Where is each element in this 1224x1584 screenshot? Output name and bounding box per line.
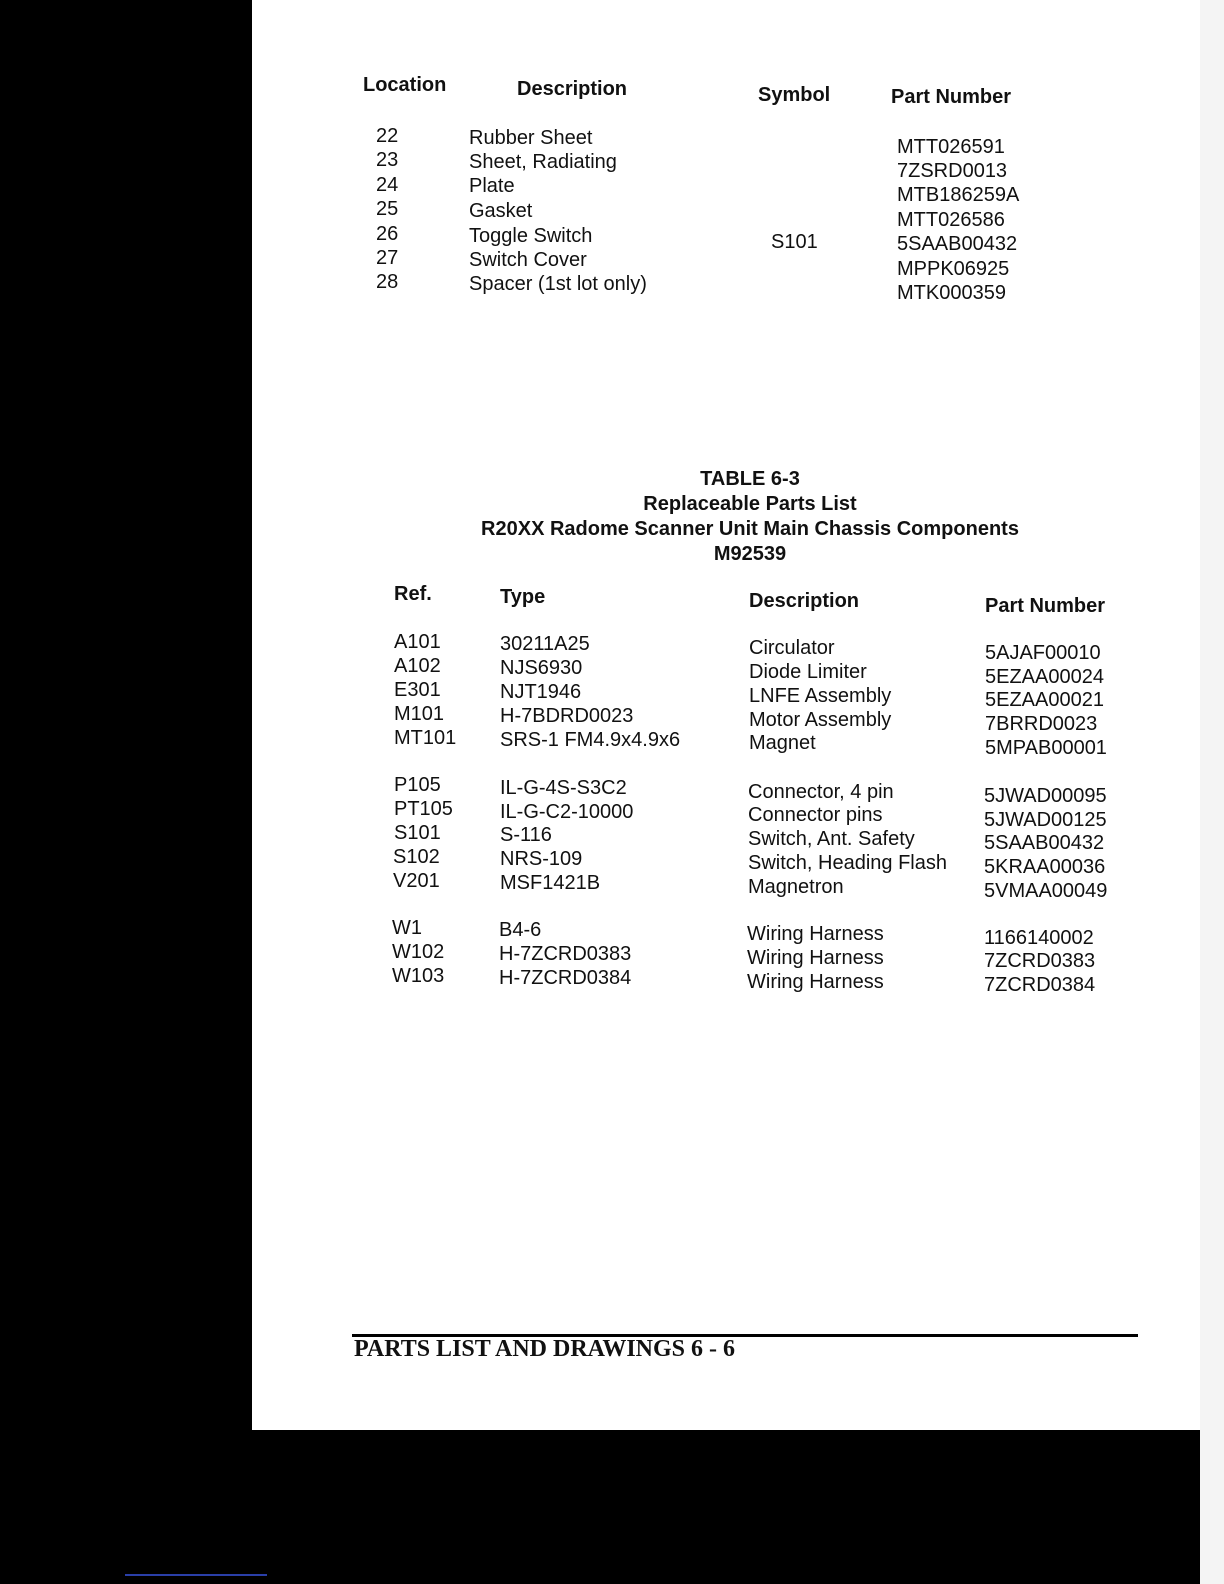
type-cell: IL-G-4S-S3C2: [500, 777, 627, 799]
header-part-number: Part Number: [891, 86, 1012, 108]
type-cell: H-7BDRD0023: [500, 705, 634, 727]
description-cell: Diode Limiter: [749, 661, 867, 683]
header-part-number: Part Number: [985, 595, 1106, 617]
header-description: Description: [517, 78, 628, 100]
description-cell: Toggle Switch: [469, 225, 593, 247]
ref-cell: A101: [394, 631, 441, 653]
header-description: Description: [749, 590, 860, 612]
ref-cell: A102: [394, 655, 441, 677]
type-cell: NJT1946: [500, 681, 582, 703]
description-cell: Connector pins: [748, 804, 883, 826]
page-footer: PARTS LIST AND DRAWINGS 6 - 6: [354, 1336, 736, 1362]
type-cell: B4-6: [499, 919, 542, 941]
description-cell: LNFE Assembly: [749, 685, 892, 707]
type-cell: IL-G-C2-10000: [500, 801, 634, 823]
part-number-cell: 5KRAA00036: [984, 856, 1106, 878]
header-symbol: Symbol: [758, 84, 831, 106]
table-title: Replaceable Parts List: [643, 493, 857, 515]
description-cell: Magnet: [749, 732, 816, 754]
description-cell: Plate: [469, 175, 515, 197]
location-cell: 24: [376, 174, 399, 196]
ref-cell: V201: [393, 870, 440, 892]
part-number-cell: 5SAAB00432: [897, 233, 1018, 255]
scan-border-bottom: [0, 1430, 1200, 1584]
part-number-cell: 7BRRD0023: [985, 713, 1098, 735]
ref-cell: S101: [394, 822, 441, 844]
ref-cell: PT105: [394, 798, 453, 820]
type-cell: H-7ZCRD0383: [499, 943, 632, 965]
ref-cell: P105: [394, 774, 441, 796]
description-cell: Magnetron: [748, 876, 844, 898]
location-cell: 28: [376, 271, 399, 293]
description-cell: Wiring Harness: [747, 923, 884, 945]
description-cell: Switch Cover: [469, 249, 587, 271]
type-cell: NRS-109: [500, 848, 583, 870]
type-cell: 30211A25: [500, 633, 590, 655]
ref-cell: S102: [393, 846, 440, 868]
ref-cell: W103: [392, 965, 445, 987]
part-number-cell: 5EZAA00021: [985, 689, 1104, 711]
part-number-cell: 7ZCRD0383: [984, 950, 1096, 972]
part-number-cell: 5EZAA00024: [985, 666, 1104, 688]
description-cell: Sheet, Radiating: [469, 151, 617, 173]
location-cell: 27: [376, 247, 399, 269]
location-cell: 22: [376, 125, 399, 147]
table-caption: [450, 467, 1050, 567]
type-cell: H-7ZCRD0384: [499, 967, 632, 989]
part-number-cell: 1166140002: [984, 927, 1094, 949]
ref-cell: MT101: [394, 727, 457, 749]
ref-cell: W1: [392, 917, 422, 939]
part-number-cell: MTK000359: [897, 282, 1006, 304]
scan-border-left: [0, 0, 252, 1584]
description-cell: Gasket: [469, 200, 533, 222]
description-cell: Connector, 4 pin: [748, 781, 894, 803]
location-cell: 25: [376, 198, 399, 220]
location-cell: 26: [376, 223, 399, 245]
part-number-cell: 7ZCRD0384: [984, 974, 1096, 996]
table-part-id: M92539: [713, 543, 787, 565]
type-cell: MSF1421B: [500, 872, 601, 894]
part-number-cell: 5JWAD00125: [984, 809, 1107, 831]
part-number-cell: MTT026586: [897, 209, 1005, 231]
type-cell: SRS-1 FM4.9x4.9x6: [500, 729, 681, 751]
part-number-cell: 5AJAF00010: [985, 642, 1101, 664]
part-number-cell: 5VMAA00049: [984, 880, 1108, 902]
symbol-cell: S101: [771, 231, 818, 253]
header-location: Location: [363, 74, 447, 96]
part-number-cell: 5JWAD00095: [984, 785, 1107, 807]
description-cell: Wiring Harness: [747, 947, 884, 969]
description-cell: Switch, Heading Flash: [748, 852, 947, 874]
scan-artifact-line: [125, 1574, 267, 1576]
scan-margin-right: [1200, 0, 1224, 1584]
ref-cell: M101: [394, 703, 445, 725]
type-cell: S-116: [500, 824, 552, 846]
description-cell: Spacer (1st lot only): [469, 273, 647, 295]
header-ref: Ref.: [394, 583, 432, 605]
table-subtitle: R20XX Radome Scanner Unit Main Chassis Components: [481, 518, 1019, 540]
type-cell: NJS6930: [500, 657, 583, 679]
description-cell: Wiring Harness: [747, 971, 884, 993]
part-number-cell: MTB186259A: [897, 184, 1020, 206]
ref-cell: W102: [392, 941, 445, 963]
header-type: Type: [500, 586, 546, 608]
location-cell: 23: [376, 149, 399, 171]
description-cell: Circulator: [749, 637, 835, 659]
description-cell: Motor Assembly: [749, 709, 892, 731]
description-cell: Switch, Ant. Safety: [748, 828, 915, 850]
part-number-cell: MPPK06925: [897, 258, 1010, 280]
part-number-cell: 5MPAB00001: [985, 737, 1107, 759]
table-number: TABLE 6-3: [700, 468, 800, 490]
ref-cell: E301: [394, 679, 441, 701]
part-number-cell: MTT026591: [897, 136, 1005, 158]
part-number-cell: 5SAAB00432: [984, 832, 1105, 854]
description-cell: Rubber Sheet: [469, 127, 593, 149]
part-number-cell: 7ZSRD0013: [897, 160, 1008, 182]
